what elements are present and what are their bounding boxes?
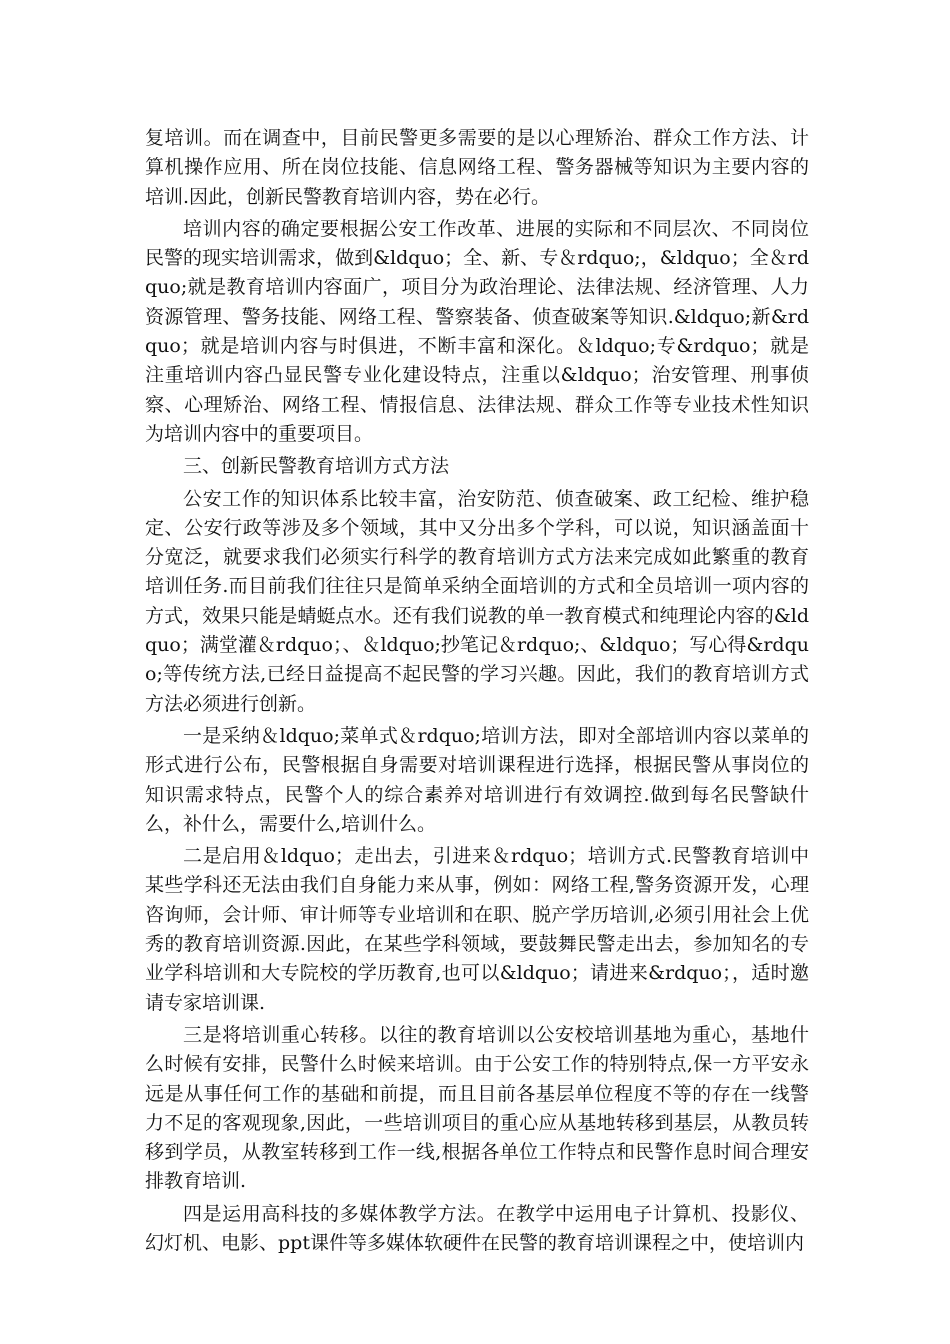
paragraph-menu-style-training: 一是采纳＆ldquo;菜单式＆rdquo;培训方法，即对全部培训内容以菜单的形式进行公布，民警根据自身需要对培训课程进行选择，根据民警从事岗位的知识需求特点，民警个人的综合素养对培训进行有效调控.做到每名民警缺什么，补什么，需要什么,培训什么。 [145,724,809,835]
paragraph-knowledge-system: 公安工作的知识体系比较丰富，治安防范、侦查破案、政工纪检、维护稳定、公安行政等涉及多个领域，其中又分出多个学科，可以说，知识涵盖面十分宽泛，就要求我们必须实行科学的教育培训方式方法来完成如此繁重的教育培训任务.而目前我们往往只是简单采纳全面培训的方式和全员培训一项内容的方式，效果只能是蜻蜓点水。还有我们说教的单一教育模式和纯理论内容的&ldquo；满堂灌＆rdquo；、＆ldquo;抄笔记＆rdquo;、&ldquo；写心得&rdquo;等传统方法,已经日益提高不起民警的学习兴趣。因此，我们的教育培训方式方法必须进行创新。 [145,487,809,715]
document-body [145,124,809,1261]
paragraph-training-content-need: 复培训。而在调查中，目前民警更多需要的是以心理矫治、群众工作方法、计算机操作应用、所在岗位技能、信息网络工程、警务器械等知识为主要内容的培训.因此，创新民警教育培训内容，势在必行。 [145,127,809,208]
paragraph-shift-training-focus: 三是将培训重心转移。以往的教育培训以公安校培训基地为重心，基地什么时候有安排，民警什么时候来培训。由于公安工作的特别特点,保一方平安永远是从事任何工作的基础和前提，而且目前各基层单位程度不等的存在一线警力不足的客观现象,因此，一些培训项目的重心应从基地转移到基层，从教员转移到学员，从教室转移到工作一线,根据各单位工作特点和民警作息时间合理安排教育培训. [145,1023,809,1193]
paragraph-training-content-determination: 培训内容的确定要根据公安工作改革、进展的实际和不同层次、不同岗位民警的现实培训需求，做到&ldquo；全、新、专＆rdquo;，&ldquo；全＆rdquo;就是教育培训内容面广，项目分为政治理论、法律法规、经济管理、人力资源管理、警务技能、网络工程、警察装备、侦查破案等知识.&ldquo;新&rdquo；就是培训内容与时俱进，不断丰富和深化。＆ldquo;专&rdquo；就是注重培训内容凸显民警专业化建设特点，注重以&ldquo；治安管理、刑事侦察、心理矫治、网络工程、情报信息、法律法规、群众工作等专业技术性知识为培训内容中的重要项目。 [145,217,809,445]
paragraph-multimedia-teaching: 四是运用高科技的多媒体教学方法。在教学中运用电子计算机、投影仪、幻灯机、电影、ppt课件等多媒体软硬件在民警的教育培训课程之中，使培训内 [145,1202,809,1254]
paragraph-go-out-bring-in: 二是启用＆ldquo；走出去，引进来＆rdquo；培训方式.民警教育培训中某些学科还无法由我们自身能力来从事，例如：网络工程,警务资源开发，心理咨询师，会计师、审计师等专业培训和在职、脱产学历培训,必须引用社会上优秀的教育培训资源.因此，在某些学科领域，要鼓舞民警走出去，参加知名的专业学科培训和大专院校的学历教育,也可以&ldquo；请进来&rdquo；，适时邀请专家培训课. [145,845,809,1014]
section-heading-innovate-methods: 三、创新民警教育培训方式方法 [183,455,450,478]
